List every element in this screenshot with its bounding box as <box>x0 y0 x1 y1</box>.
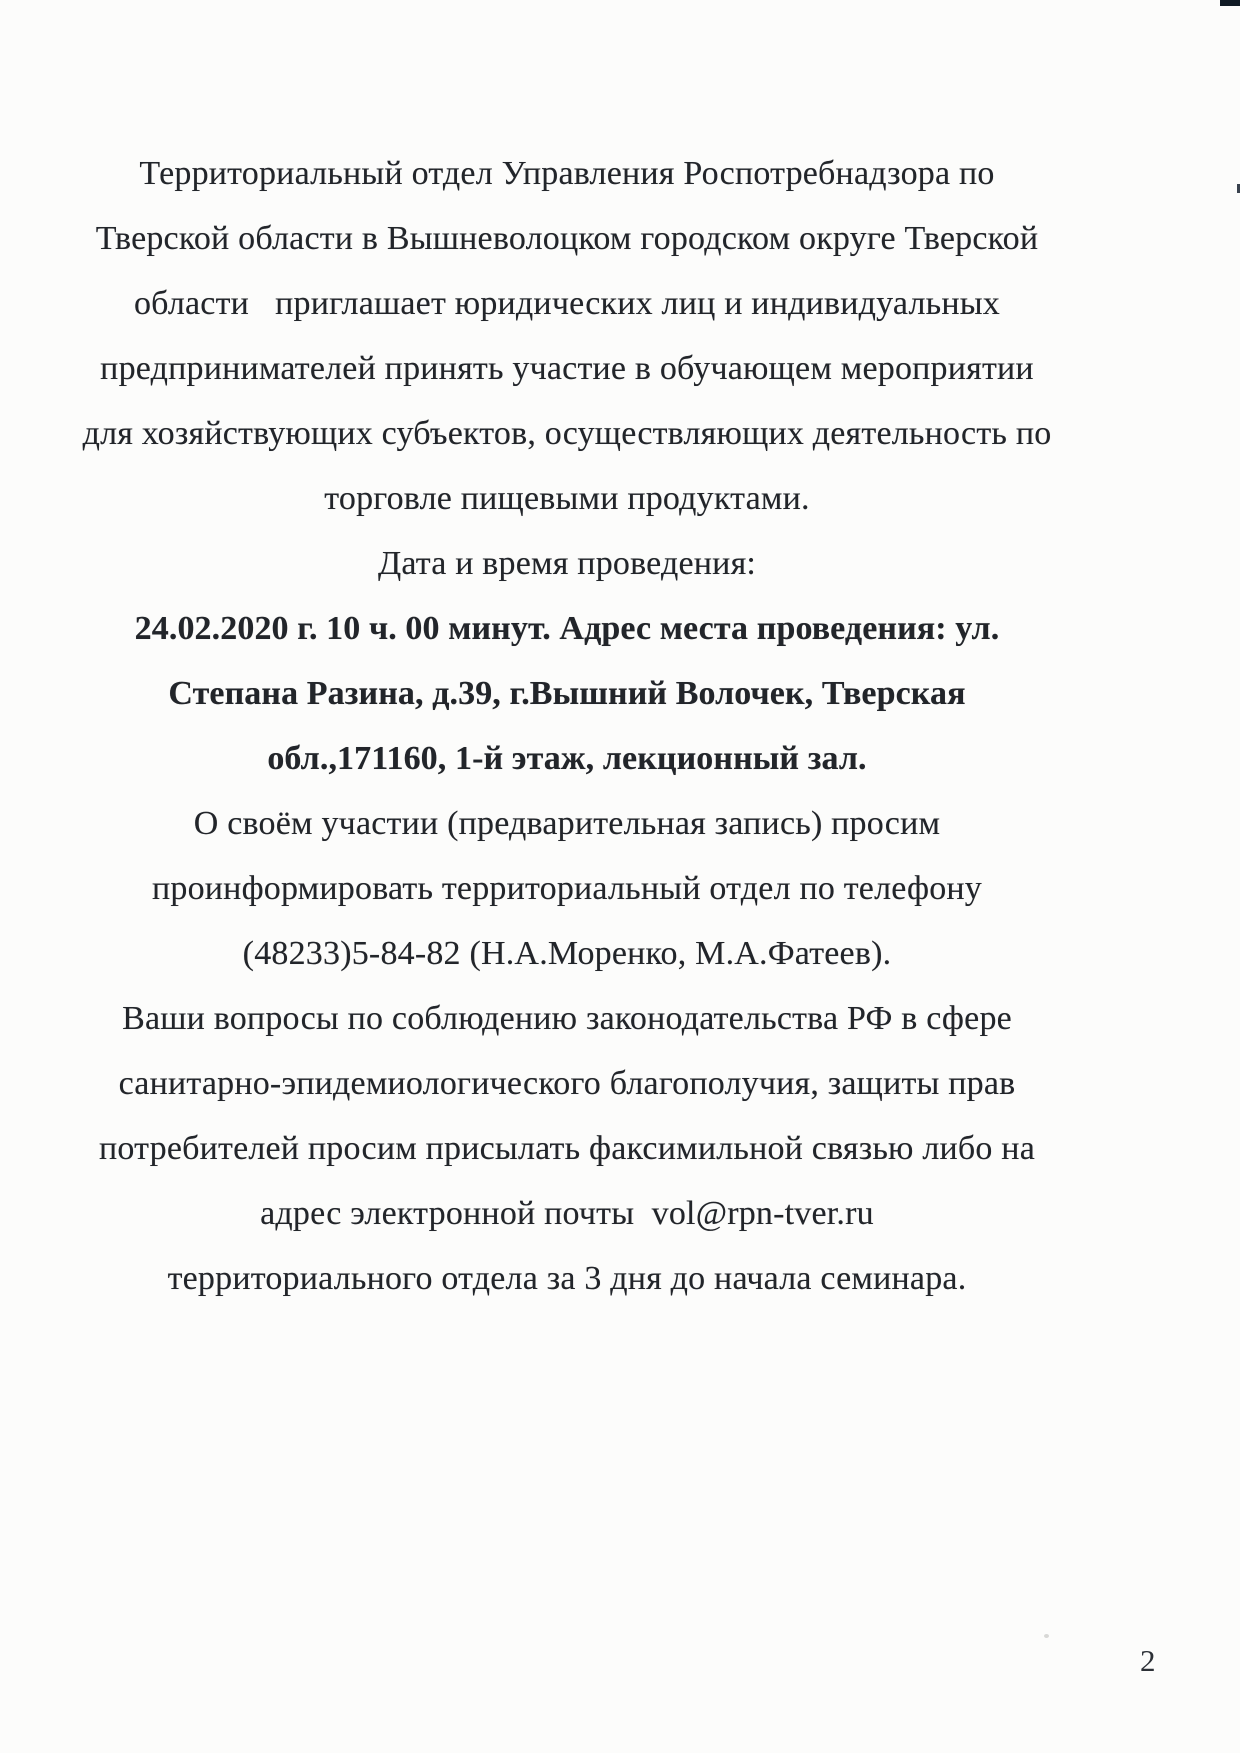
document-line-event-datetime-address: 24.02.2020 г. 10 ч. 00 минут. Адрес места проведения: ул. <box>134 610 1000 647</box>
document-line: предпринимателей принять участие в обучающем мероприятии <box>100 350 1034 387</box>
document-line: О своём участии (предварительная запись) просим <box>193 805 941 842</box>
document-line: Ваши вопросы по соблюдению законодательства РФ в сфере <box>122 1000 1012 1037</box>
scan-artifact-top-right <box>1220 0 1240 6</box>
document-line: санитарно-эпидемиологического благополучия, защиты прав <box>118 1065 1016 1102</box>
page-number: 2 <box>1140 1643 1156 1678</box>
document-line-event-address: Степана Разина, д.39, г.Вышний Волочек, Тверская <box>168 675 966 712</box>
document-line: области приглашает юридических лиц и индивидуальных <box>133 285 1000 322</box>
document-line: Территориальный отдел Управления Роспотребнадзора по <box>139 155 995 192</box>
scan-artifact-faint-dot <box>1044 1634 1049 1638</box>
document-body-text <box>42 141 1092 1311</box>
document-line: для хозяйствующих субъектов, осуществляющих деятельность по <box>82 415 1052 452</box>
document-line: территориального отдела за 3 дня до начала семинара. <box>167 1260 967 1297</box>
document-line: проинформировать территориальный отдел по телефону <box>151 870 982 907</box>
document-line: торговле пищевыми продуктами. <box>324 480 810 517</box>
document-line-email: адрес электронной почты vol@rpn-tver.ru <box>260 1195 874 1232</box>
document-line-event-address: обл.,171160, 1-й этаж, лекционный зал. <box>267 740 867 777</box>
document-line: потребителей просим присылать факсимильной связью либо на <box>99 1130 1035 1167</box>
document-line-phone: (48233)5-84-82 (Н.А.Моренко, М.А.Фатеев). <box>242 935 892 972</box>
document-line-event-heading: Дата и время проведения: <box>377 545 757 582</box>
document-line: Тверской области в Вышневолоцком городском округе Тверской <box>95 220 1039 257</box>
